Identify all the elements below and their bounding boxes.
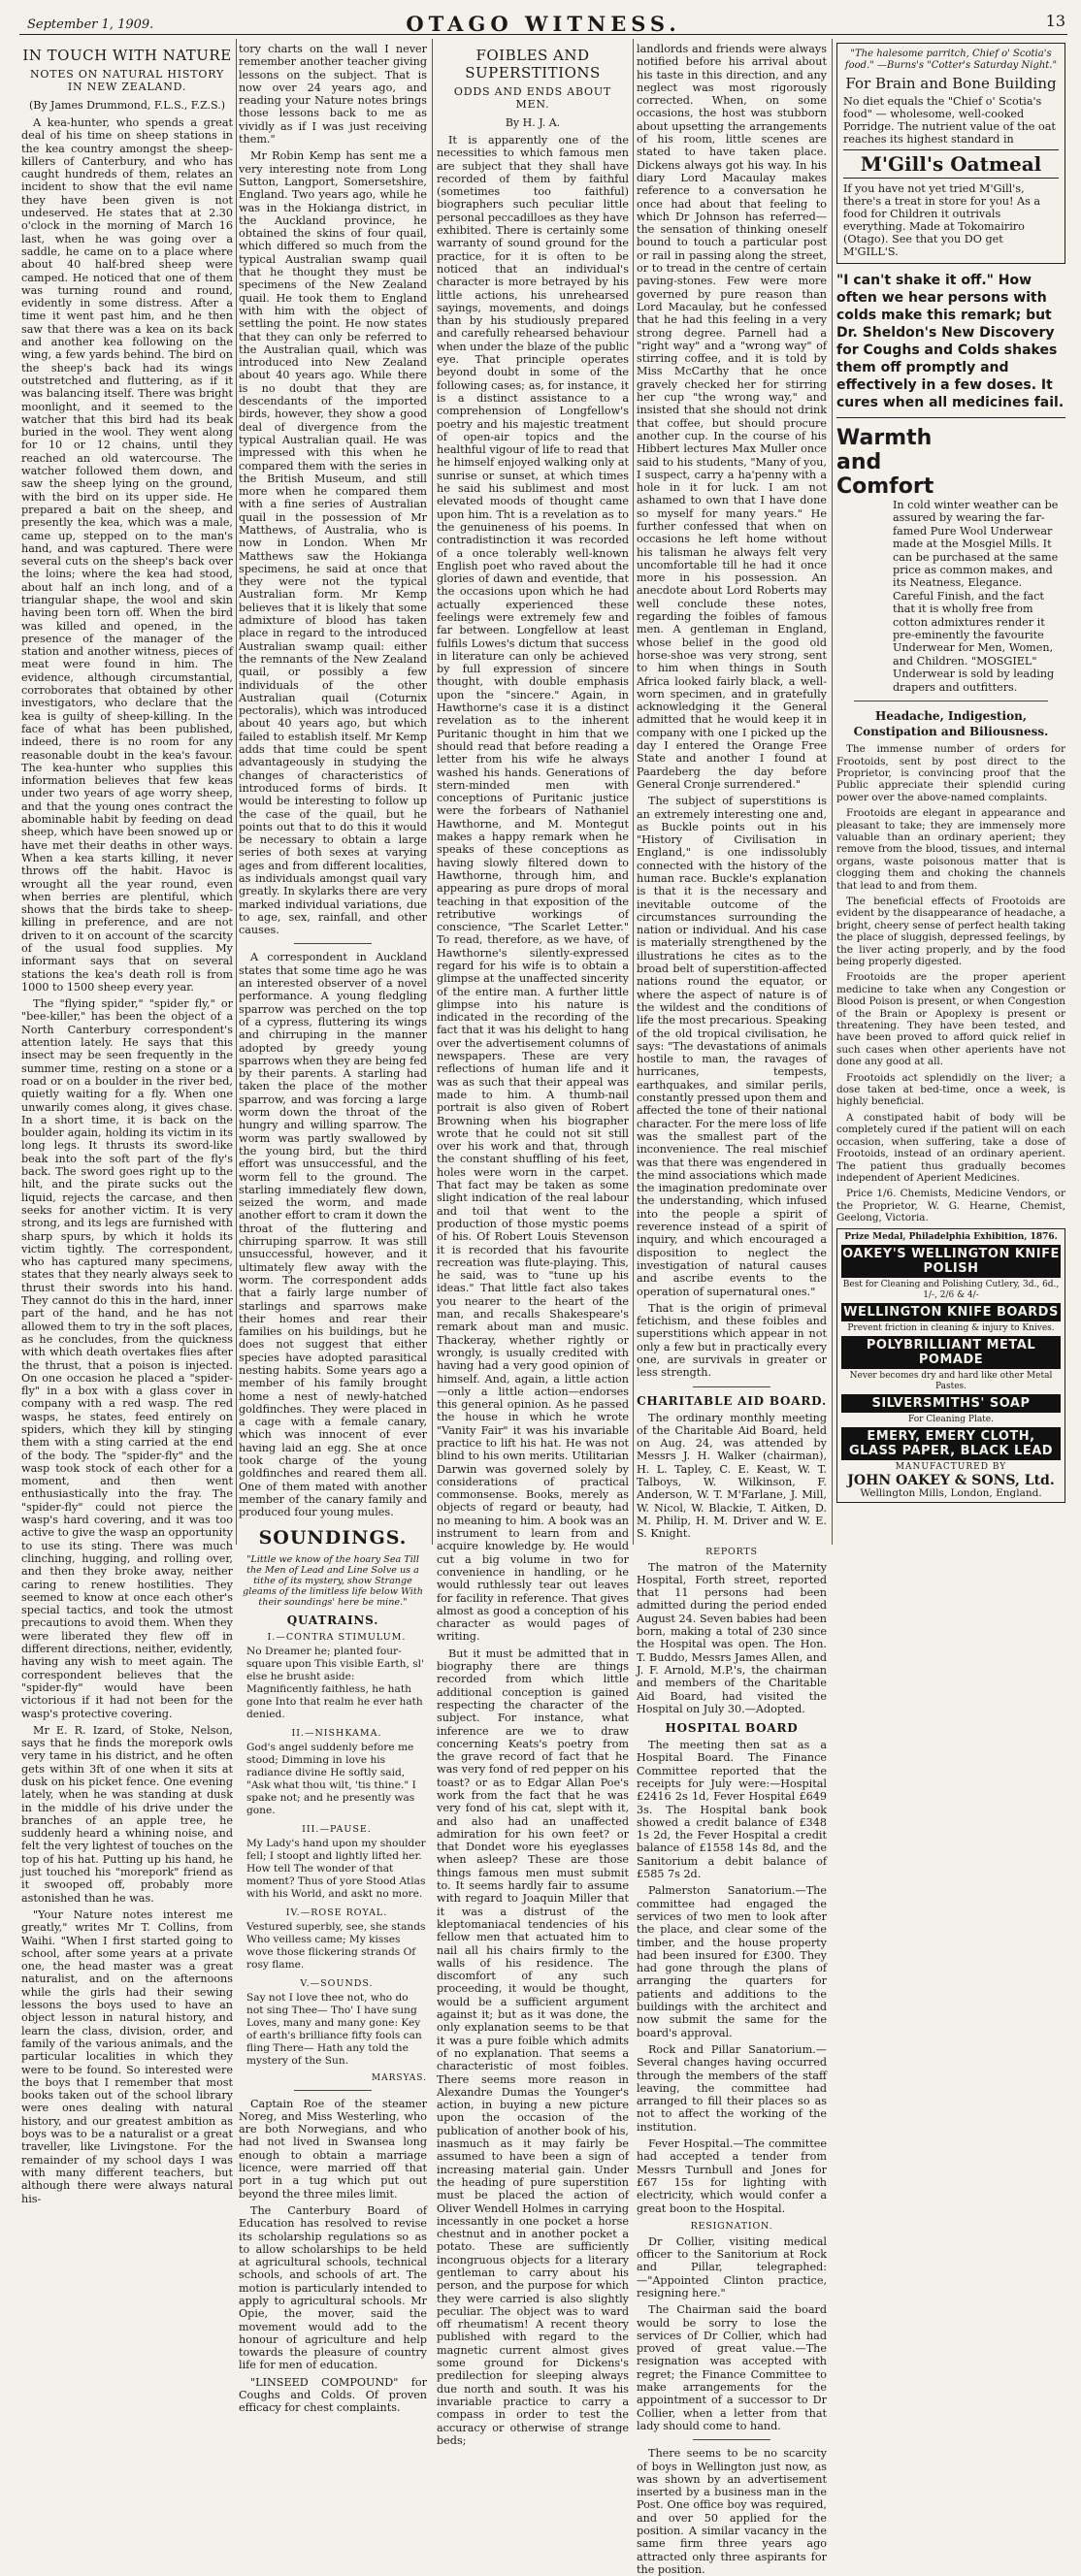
paragraph: It is apparently one of the necessities to which famous men are subject that they shall have recorded of them by faithful (sometimes too faithful) biographers such peculiar little personal peccadilloes as they have exhibited. There is certainly some warranty of sound ground for the practice, for it is often to be noticed that an individual's character is more betrayed by his little actions, his unrehearsed sayings, movements, and doings than by his studiously prepared and carefully rehearsed behaviour when under the blaze of the public eye. That principle operates beyond doubt in some of the following cases; as, for instance, it is a distinct assistance to a comprehension of Longfellow's poetry and his majestic treatment of open-air topics and the healthful vigour of life to read that he himself enjoyed walking only at sunrise or sunset, at which times he said his sublimest and most elevated moods of thought came upon him. Tht is a revelation as to the genuineness of his poems. In contradistinction it was recorded of a once tolerably well-known English poet who raved about the glories of dawn and eventide, that the occasions upon which he had actually experienced these feelings were extremely few and far between. Longfellow at least fulfils Lowes's dictum that success in literature can only be achieved by full expression of sincere thought, with double emphasis upon the "sincere." Again, in Hawthorne's case it is a distinct revelation as to the inherent Puritanic thought in him that we should read that before reading a letter from his wife he always washed his hands. Generations of stern-minded men with conceptions of Puritanic justice were the forbears of Nathaniel Hawthorne, and M. Montegut makes a happy remark when he speaks of these conceptions as having slowly filtered down to Hawthorne, through him, and appearing as pure drops of moral teaching in that exposition of the retributive workings of conscience, "The Scarlet Letter." To read, therefore, as we have, of Hawthorne's silently-expressed regard for his wife is to obtain a glimpse at the unaffected sincerity of the entire man. A further little glimpse into his nature is indicated in the recording of the fact that it was his delight to hang over the advertisement columns of newspapers. These are very reflections of human life and it was as such that their appeal was made to him. A thumb-nail portrait is also given of Robert Browning when his biographer wrote that he could not sit still over his work and that, through the constant shuffling of his feet, holes were worn in the carpet. That fact may be taken as some slight indication of the real labour and toil that went to the production of those mystic poems of his. Of Robert Louis Stevenson it is recorded that his favourite recreation was flute-playing. This, he said, was to "tune up his ideas." That little fact also takes you nearer to the heart of the man, and recalls Shakespeare's remark about man and music. Thackeray, whether rightly or wrongly, is usually credited with having had a very good opinion of himself. And, again, a little action—only a little action—endorses this general opinion. As he passed the house in which he wrote "Vanity Fair" it was his invariable practice to lift his hat. He was not blind to his own merits. Utilitarian Darwin was governed solely by considerations of practical commonsense. Books, merely as objects of regard or beauty, had no meaning to him. A book was an instrument to learn from and acquire knowledge by. He would cut a big volume in two for convenience in handling, or he would ruthlessly tear out leaves for facility in reference. That gives almost as good a conception of his character as would pages of writing. (437, 134, 629, 1644)
paragraph: There seems to be no scarcity of boys in Wellington just now, as was shown by an advertisement inserted by a business man in the Post. One office boy was required, and over 50 applied for the position. A similar vacancy in the same firm three years ago attracted only three aspirants for the position. (637, 2447, 827, 2576)
manufactured-by: MANUFACTURED BY (895, 1461, 1007, 1472)
paragraph: Frootoids act splendidly on the liver; a dose taken at bed-time, once a week, is highly beneficial. (836, 1071, 1065, 1108)
column-foibles-continued (637, 43, 827, 2576)
oatmeal-text: No diet equals the "Chief o' Scotia's food" — wholesome, well-cooked Porridge. The nutrient value of the oat reaches its highest standard in (843, 95, 1056, 146)
poem (246, 1631, 427, 1721)
paragraph: The Canterbury Board of Education has resolved to revise its scholarship regulations so as to allow scholarships to be held at agricultural schools, technical schools, and schools of art. The motion is particularly intended to apply to agricultural schools. Mr Opie, the mover, said the movement would add to the honour of agriculture and help towards the pleasure of country life for men of education. (239, 2203, 427, 2372)
oatmeal-tail: If you have not yet tried M'Gill's, there's a treat in store for you! As a food for Children it outrivals everything. Made at Tokomairiro (Otago). See that you DO get M'GILL'S. (843, 182, 1041, 258)
paragraph: "LINSEED COMPOUND" for Coughs and Colds. Of proven efficacy for chest complaints. (239, 2375, 427, 2415)
poem-text: No Dreamer he; planted four-square upon This visible Earth, sl' else he brusht aside: Magnificently faithless, he hath gone Into that realm he ever hath denied. (246, 1645, 424, 1720)
paragraph: The subject of superstitions is an extremely interesting one and, as Buckle points out in his "History of Civilisation in England," is one indissolubly connected with the history of the human race. Buckle's explanation is that it is the necessary and inevitable outcome of the circumstances surrounding the nation or individual. And his case is materially strengthened by the illustrations he cites as to the broad belt of superstition-affected nations round the equator, or where the aspect of nature is of the wildest and the conditions of life the most precarious. Speaking of the old tropical civilisation, he says: "The devastations of animals hostile to man, the ravages of hurricanes, tempests, earthquakes, and similar perils, constantly pressed upon them and affected the tone of their national character. For the mere loss of life was the smallest part of the inconvenience. The real mischief was that there was engendered in the mind associations which made the imagination predominate over the understanding, which infused into the people a spirit of reverence instead of a spirit of inquiry, and which encouraged a disposition to neglect the investigation of natural causes and ascribe events to the operation of supernatural ones." (637, 795, 827, 1298)
mosgiel-advert (836, 426, 1065, 694)
knife-boards-note: Prevent friction in cleaning & injury to Knives. (847, 1322, 1055, 1333)
poem-text: Say not I love thee not, who do not sing Thee— Tho' I have sung Loves, many and many gone: Key of earth's brilliance fifty fools can fling There— Hath any told the mystery of the Sun. (246, 1991, 422, 2067)
paragraph: Price 1/6. Chemists, Medicine Vendors, or the Proprietor, W. G. Hearne, Chemist, Geelong, Victoria. (836, 1188, 1065, 1224)
paragraph: That is the origin of primeval fetichism, and these foibles and superstitions which appear in not only a few but in practically every one, are survivals in greater or less strength. (637, 1301, 827, 1380)
paragraph: Mr E. R. Izard, of Stoke, Nelson, says that he finds the morepork owls very tame in his district, and he often gets within 3ft of one when it sits at dusk on his picket fence. One evening lately, when he was standing at dusk in the middle of his drive under the branches of an apple tree, he suddenly heard a whining noise, and felt the very lightest of touches on the top of his hat. Putting up his hand, he just touched his "morepork" friend as it swooped off, probably more astonished than he was. (21, 1723, 233, 1905)
column-rule (432, 39, 433, 1545)
page-number: 13 (1045, 12, 1065, 30)
divider (693, 1386, 770, 1387)
article-byline: (By James Drummond, F.L.S., F.Z.S.) (28, 99, 226, 112)
poem (246, 1823, 427, 1901)
oatmeal-brand: M'Gill's Oatmeal (843, 149, 1059, 179)
maker-name: JOHN OAKEY & SONS, Ltd. (847, 1472, 1055, 1488)
column-rule (832, 39, 833, 1545)
silversmiths-soap-banner: SILVERSMITHS' SOAP (841, 1394, 1061, 1413)
paragraph: The meeting then sat as a Hospital Board. The Finance Committee reported that the receipts for July were:—Hospital £2416 2s 1d, Fever Hospital £649 3s. The Hospital bank book showed a credit balance of £348 1s 2d, the Fever Hospital a credit balance of £1558 14s 8d, and the Sanitorium a debit balance of £585 7s 2d. (637, 1739, 827, 1881)
warmth-text: In cold winter weather can be assured by wearing the far-famed Pure Wool Underwear made at the Mosgiel Mills. It can be purchased at the same price as common makes, and its Neatness, Elegance. Careful Finish, and the fact that it is wholly free from cotton admixtures render it pre-eminently the favourite Underwear for Men, Women, and Children. "MOSGIEL" Underwear is sold by leading drapers and outfitters. (893, 499, 1059, 694)
paragraph: The immense number of orders for Frootoids, sent by post direct to the Proprietor, is convincing proof that the Public appreciate their splendid curing power over the above-named complaints. (836, 743, 1065, 803)
paragraph: But it must be admitted that in biography there are things recorded from which little additional conception is gained respecting the character of the subject. For instance, what inference are we to draw concerning Keats's poetry from the grave record of fact that he was very fond of red pepper on his toast? or as to Edgar Allan Poe's work from the fact that he was very fond of his cat, slept with it, and also had an unaffected admiration for his own feet? or that Dondet wore his eyeglasses when asleep? These are those things famous men must submit to. It seems hardly fair to assume with regard to Joaquin Miller that it was a distrust of the kleptomaniacal tendencies of his fellow men that actuated him to nail all his chairs firmly to the walls of his residence. The discomfort of any such proceeding, it would be thought, would be a sufficient argument against it; but as it was done, the only explanation seems to be that it was a pure foible which admits of no explanation. That seems a characteristic of most foibles. There seems more reason in Alexandre Dumas the Younger's action, in buying a new picture upon the occasion of the publication of another book of his, inasmuch as it may fairly be assumed to have been a sign of increasing material gain. Under the heading of pure superstition must be placed the action of Oliver Wendell Holmes in carrying incessantly in one pocket a horse chestnut and in another pocket a potato. These are sufficiently incongruous objects for a literary gentleman to carry about his person, and the purpose for which they were carried is also slightly peculiar. The object was to ward off rheumatism! A recent theory published with regard to the magnetic current almost gives some ground for Dickens's predilection for sleeping always due north and south. It was his invariable practice to carry a compass in order to test the accuracy or otherwise of strange beds; (437, 1647, 629, 2447)
knife-polish-banner: OAKEY'S WELLINGTON KNIFE POLISH (842, 1246, 1060, 1276)
quatrains-title: QUATRAINS. (286, 1613, 379, 1627)
metal-pomade-note: Never becomes dry and hard like other Metal Pastes. (849, 1370, 1053, 1391)
silversmiths-soap-note: For Cleaning Plate. (908, 1414, 994, 1424)
knife-polish-note: Best for Cleaning and Polishing Cutlery, 3d., 6d., 1/-, 2/6 & 4/- (842, 1279, 1060, 1300)
hospital-board-title: HOSPITAL BOARD (665, 1721, 799, 1736)
poem-heading: I.—CONTRA STIMULUM. (267, 1631, 407, 1643)
column-foibles (437, 43, 629, 2447)
newspaper-title: OTAGO WITNESS. (406, 12, 681, 36)
article-byline: By H. J. A. (505, 116, 561, 129)
article-title: FOIBLES AND SUPERSTITIONS (465, 47, 601, 82)
article-subtitle: NOTES ON NATURAL HISTORY IN NEW ZEALAND. (29, 68, 225, 93)
paragraph: Fever Hospital.—The committee had accepted a tender from Messrs Turnbull and Jones for £67 15s for lighting with electricity, which would confer a great boon to the Hospital. (637, 2137, 827, 2215)
paragraph: The beneficial effects of Frootoids are evident by the disappearance of headache, a bright, cheery sense of perfect health taking the place of sluggish, depressed feelings, by the liver acting properly, and by the food being properly digested. (836, 895, 1065, 967)
maker-address: Wellington Mills, London, England. (860, 1486, 1042, 1499)
paragraph: The ordinary monthly meeting of the Charitable Aid Board, held on Aug. 24, was attended by Messrs J. H. Walker (chairman), H. L. Tapley, C. E. Keast, W. T. Talboys, W. Wilkinson, F. Anderson, W. T. M'Farlane, J. Mill, W. Nicol, W. Blackie, T. Aitken, D. M. Philip, H. M. Driver and W. E. S. Knight. (637, 1411, 827, 1541)
column-rule (633, 39, 634, 1545)
knife-boards-banner: WELLINGTON KNIFE BOARDS (841, 1303, 1061, 1321)
burns-quote: "The halesome parritch, Chief o' Scotia's food." —Burns's "Cotter's Saturday Night." (844, 49, 1058, 71)
paragraph: Dr Collier, visiting medical officer to the Sanitorium at Rock and Pillar, telegraphed:—"Appointed Clinton practice, resigning here." (637, 2234, 827, 2299)
paragraph: Mr Robin Kemp has sent me a very interesting note from Long Sutton, Langport, Somersetshire, England. Two years ago, while he was in the Hokianga district, in the Auckland province, he obtained the skins of four quail, which differed so much from the typical Australian swamp quail that he thought they must be specimens of the New Zealand quail. He took them to England with him with the object of settling the point. He now states that they can only be referred to the Australian quail, which was introduced into New Zealand about 40 years ago. While there is no doubt that they are descendants of the imported birds, however, they show a good deal of divergence from the typical Australian quail. He was impressed with this when he compared them with the series in the British Museum, and still more when he compared them with a fine series of Australian quail in the possession of Mr Matthews, of Australia, who is now in London. When Mr Matthews saw the Hokianga specimens, he said at once that they were not the typical Australian form. Mr Kemp believes that it is likely that some admixture of blood has taken place in regard to the introduced Australian swamp quail: either the remnants of the New Zealand quail, or possibly a few individuals of the other Australian quail (Coturnix pectoralis), which was introduced about 40 years ago, but which failed to establish itself. Mr Kemp adds that time could be spent advantageously in studying the changes of characteristics of introduced forms of birds. It would be interesting to follow up the case of the quail, but he points out that to do this it would be necessary to obtain a large series of both sexes at varying ages and from different localities, as individuals amongst quail vary greatly. In skylarks there are very marked individual variations, due to age, sex, rainfall, and other causes. (239, 149, 427, 937)
warmth-headline: Warmth and Comfort (836, 426, 934, 499)
paragraph: A kea-hunter, who spends a great deal of his time on sheep stations in the kea country amongst the sheep-killers of Canterbury, and who has caught hundreds of them, relates an incident to show that the evil name they have been given is not undeserved. He states that at 2.30 o'clock in the morning of March 16 last, when he was going over a saddle, he came on to a place where about 40 half-bred sheep were camped. He noticed that one of them was turning round and round, evidently in some distress. After a time it went past him, and he then saw that there was a kea on its back and another kea following on the wing, a few yards behind. The bird on the sheep's back had its wings outstretched and fluttering, as if it was balancing itself. There was bright moonlight, and it seemed to the watcher that this bird had its beak buried in the wool. They went along for 10 or 12 chains, until they reached an old watercourse. The watcher followed them down, and saw the sheep lying on the ground, with the bird on its upper side. He prepared a bait on the sheep, and presently the kea, which was a male, came up, stepped on to the man's hand, and was captured. There were several cuts on the sheep's back over the loins; where the kea had stood, about half an inch long, and of a triangular shape, the wool and skin having been torn off. When the bird was killed and opened, in the presence of the manager of the station and another witness, pieces of meat were found in him. The evidence, although circumstantial, corroborates that obtained by other investigators, who declare that the kea is guilty of sheep-killing. In the face of what has been published, indeed, there is no room for any reasonable doubt in the kea's favour. The kea-hunter who supplies this information believes that few keas under two years of age worry sheep, and that the young ones contract the abominable habit by feeding on dead sheep, which have been snowed up or have met their deaths in other ways. When a kea starts killing, it never throws off the habit. Havoc is wrought all the year round, even when berries are plentiful, which shows that the birds take to sheep-killing in preference, and are not driven to it on account of the scarcity of the usual food supplies. My informant says that on several stations the kea's death roll is from 1000 to 1500 sheep every year. (21, 116, 233, 994)
poem-heading: II.—NISHKAMA. (291, 1727, 382, 1739)
oatmeal-advert (836, 43, 1065, 264)
paragraph: landlords and friends were always notified before his arrival about his taste in this direction, and any neglect was most rigorously corrected. When, on some occasions, the host was stubborn about upsetting the arrangements of his room, little scenes are stated to have taken place. Dickens always got his way. In his diary Lord Macaulay makes reference to a conversation he once had about that feeling to which Dr Johnson has referred—the sensation of thinking oneself bound to touch a particular post or rail in passing along the street, or to tread in the centre of certain paving-stones. Few were more governed by pure reason than Lord Macaulay, but he confessed that he had this feeling in a very strong degree. Parnell had a "right way" and a "wrong way" of stirring coffee, and it is told by Miss McCarthy that he once gravely checked her for stirring her cup "the wrong way," and insisted that she should not drink that coffee, but should procure another cup. In the course of his Hibbert lectures Max Muller once said to his students, "Many of you, I suspect, carry a ha'penny with a hole in it for luck. I am not ashamed to own that I have done so myself for many years." He further confessed that when on occasions he left home without his talisman he always felt very uncomfortable till he had it once more in his possession. An anecdote about Lord Roberts may well conclude these notes, regarding the foibles of famous men. A gentleman in England, whose belief in the good old horse-shoe was very strong, sent to him when things in South Africa looked fairly black, a well-worn specimen, and in gratefully acknowledging it the General admitted that he would keep it in company with one I picked up the day I entered the Orange Free State and another I found at Paardeberg the day before General Cronje surrendered." (637, 43, 827, 791)
column-rule (236, 39, 237, 1545)
oatmeal-headline: For Brain and Bone Building (845, 75, 1057, 92)
poem-text: God's angel suddenly before me stood; Dimming in love his radiance divine He softly said, "Ask what thou wilt, 'tis thine." I spake not; and he presently was gone. (246, 1741, 416, 1816)
masthead (19, 10, 1067, 35)
paragraph: Captain Roe of the steamer Noreg, and Miss Westerling, who are both Norwegians, and who had not lived in Swansea long enough to obtain a marriage licence, were married off that port in a tug which put out beyond the three miles limit. (239, 2097, 427, 2201)
paragraph: The "flying spider," "spider fly," or "bee-killer," has been the object of a North Canterbury correspondent's attention lately. He says that this insect may be seen frequently in the summer time, resting on a stone or a road or on a boulder in the river bed, quietly waiting for a fly. When one unwarily comes along, it gives chase. In a short time, it is back on the boulder again, holding its victim in its long legs. It thrusts its sword-like beak into the soft part of the fly's back. The sword goes right up to the hilt, and the pirate sucks out the liquid, rejects the carcase, and then seeks for another victim. It is very strong, and its legs are furnished with sharp spurs, by which it holds its victim tightly. The correspondent, who has captured many specimens, states that they nearly always seek to thrust their swords into his hand. They cannot do this in the hard, inner part of the hand, and he has not allowed them to try in the soft places, as he concludes, from the quickness with which death overtakes flies after the thrust, that a poison is injected. On one occasion he placed a "spider-fly" in a box with a glass cover in company with a red wasp. The red wasps, he states, feed entirely on spiders, which they kill by stinging them with a sting carried at the end of the body. The "spider-fly" and the wasp took stock of each other for a moment, and then went enthusiastically into the fray. The "spider-fly" could not pierce the wasp's hard covering, and it was too active to give the wasp an opportunity to use its sting. There was much clinching, hugging, and rolling over, and then they broke away, neither caring to renew hostilities. They seemed to know at once each other's special tactics, and took the utmost precautions to avoid them. When they were liberated they flew off in different directions, neither, evidently, having any wish to meet again. The correspondent believes that the "spider-fly" would have been victorious if it had not been for the wasp's protective covering. (21, 997, 233, 1720)
column-advertisements (836, 43, 1065, 1545)
poem (246, 1977, 427, 2068)
article-subtitle: ODDS AND ENDS ABOUT MEN. (453, 85, 612, 111)
paragraph: tory charts on the wall I never remember another teacher giving lessons on the subject. That is now over 24 years ago, and reading your Nature notes brings those lessons back to me as vividly as if I was just receiving them." (239, 43, 427, 147)
paragraph: A constipated habit of body will be completely cured if the patient will on each occasion, when suffering, take a dose of Frootoids, instead of an ordinary aperient. The patient thus gradually becomes independent of Aperient Medicines. (836, 1111, 1065, 1184)
prize-medal: Prize Medal, Philadelphia Exhibition, 1876. (844, 1231, 1058, 1242)
paragraph: "Your Nature notes interest me greatly," writes Mr T. Collins, from Waihi. "When I first started going to school, after some years at a private one, the head master was a great naturalist, and on the afternoons while the girls had their sewing lessons the boys used to have an object lesson in natural history, and learn the class, division, order, and family of the various animals, and the particular localities in which they were to be found. So interested were the boys that I remember that most books taken out of the school library were ones dealing with natural history, and our greatest ambition as boys was to be a naturalist or a great traveller, like Livingstone. For the remainder of my school days I was with many different teachers, but although there were always natural his- (21, 1908, 233, 2205)
paragraph: A correspondent in Auckland states that some time ago he was an interested observer of a novel performance. A young fledgling sparrow was perched on the top of a cypress, fluttering its wings and chirruping in the manner adopted by greedy young sparrows when they are being fed by their parents. A starling had taken the place of the mother sparrow, and was forcing a large worm down the throat of the hungry and willing sparrow. The worm was partly swallowed by the young bird, but the third effort was unsuccessful, and the worm fell to the ground. The starling immediately flew down, seized the worm, and made another effort to cram it down the throat of the fluttering and chirruping sparrow. It was still unsuccessful, however, and it ultimately flew away with the worm. The correspondent adds that a fairly large number of starlings and sparrows make their homes and rear their families on his buildings, but he does not suggest that either species have adopted parasitical nesting habits. Some years ago a member of his family brought home a nest of newly-hatched goldfinches. They were placed in a cage with a female canary, which was innocent of ever having laid an egg. She at once took charge of the young goldfinches and reared them all. One of them mated with another member of the canary family and produced four young mules. (239, 951, 427, 1519)
divider (693, 2439, 770, 2440)
resignation-heading: RESIGNATION. (690, 2220, 773, 2232)
column-nature (21, 43, 233, 2205)
frootoids-advert (836, 708, 1065, 1223)
paragraph: Frootoids are elegant in appearance and pleasant to take; they are immensely more valuable than an ordinary aperient; they remove from the blood, tissues, and internal organs, waste poisonous matter that is clogging them and choking the channels that lead to and from them. (836, 807, 1065, 892)
divider (294, 943, 372, 944)
paragraph: Frootoids are the proper aperient medicine to take when any Congestion or Blood Poison is present, or when Congestion of the Brain or Apoplexy is present or threatening. They have been tested, and have been proved to afford quick relief in such cases when other aperients have not done any good at all. (836, 971, 1065, 1068)
soundings-title: SOUNDINGS. (258, 1526, 408, 1549)
poem-text: My Lady's hand upon my shoulder fell; I stoopt and lightly lifted her. How tell The wonder of that moment? Thus of yore Stood Atlas with his World, and askt no more. (246, 1837, 426, 1900)
poem (246, 1727, 427, 1817)
poem-signature: MARSYAS. (371, 2072, 427, 2083)
metal-pomade-banner: POLYBRILLIANT METAL POMADE (841, 1336, 1061, 1369)
cough-advert: "I can't shake it off." How often we hear persons with colds make this remark; but Dr. Sheldon's New Discovery for Coughs and Colds shakes them off promptly and effectively in a few doses. It cures when all medicines fail. (836, 272, 1065, 418)
emery-banner: EMERY, EMERY CLOTH, GLASS PAPER, BLACK LEAD (841, 1427, 1061, 1460)
poem-text: Vestured superbly, see, she stands Who veilless came; My kisses wove those flickering strands Of rosy flame. (246, 1920, 426, 1971)
article-title: IN TOUCH WITH NATURE (22, 47, 232, 64)
poem-heading: III.—PAUSE. (302, 1823, 372, 1835)
oakey-advert (836, 1228, 1065, 1503)
aid-board-title: CHARITABLE AID BOARD. (637, 1393, 827, 1408)
reports-heading: REPORTS (705, 1546, 758, 1557)
column-nature-continued (239, 43, 427, 2415)
paragraph: The Chairman said the board would be sorry to lose the services of Dr Collier, which had proved of great value.—The resignation was accepted with regret; the Finance Committee to make arrangements for the appointment of a successor to Dr Collier, when a letter from that lady should come to hand. (637, 2303, 827, 2432)
poem-heading: V.—SOUNDS. (300, 1977, 374, 1989)
poem-heading: IV.—ROSE ROYAL. (285, 1907, 388, 1918)
paragraph: Rock and Pillar Sanatorium.—Several changes having occurred through the members of the staff leaving, the committee had arranged to fill their places so as not to affect the working of the institution. (637, 2042, 827, 2134)
epigraph: "Little we know of the hoary Sea Till the Men of Lead and Line Solve us a tithe of its mystery, show Strange gleams of the limitless life below With their soundings' here be mine." (243, 1553, 423, 1608)
paragraph: Palmerston Sanatorium.—The committee had engaged the services of two men to look after the place, and clear some of the timber, and the house property had been insured for £300. They had gone through the plans of arranging the quarters for patients and additions to the buildings with the architect and now submit the same for the board's approval. (637, 1884, 827, 2039)
paragraph: The matron of the Maternity Hospital, Forth street, reported that 11 persons had been admitted during the period ended August 24. Seven babies had been born, making a total of 230 since the Hospital was open. The Hon. T. Buddo, Messrs James Allen, and J. F. Arnold, M.P.'s, the chairman and members of the Charitable Aid Board, had visited the Hospital on July 30.—Adopted. (637, 1560, 827, 1715)
divider (294, 2090, 372, 2091)
poem (246, 1907, 427, 1972)
issue-date: September 1, 1909. (27, 17, 154, 32)
frootoids-headline: Headache, Indigestion, Constipation and Biliousness. (853, 709, 1049, 739)
